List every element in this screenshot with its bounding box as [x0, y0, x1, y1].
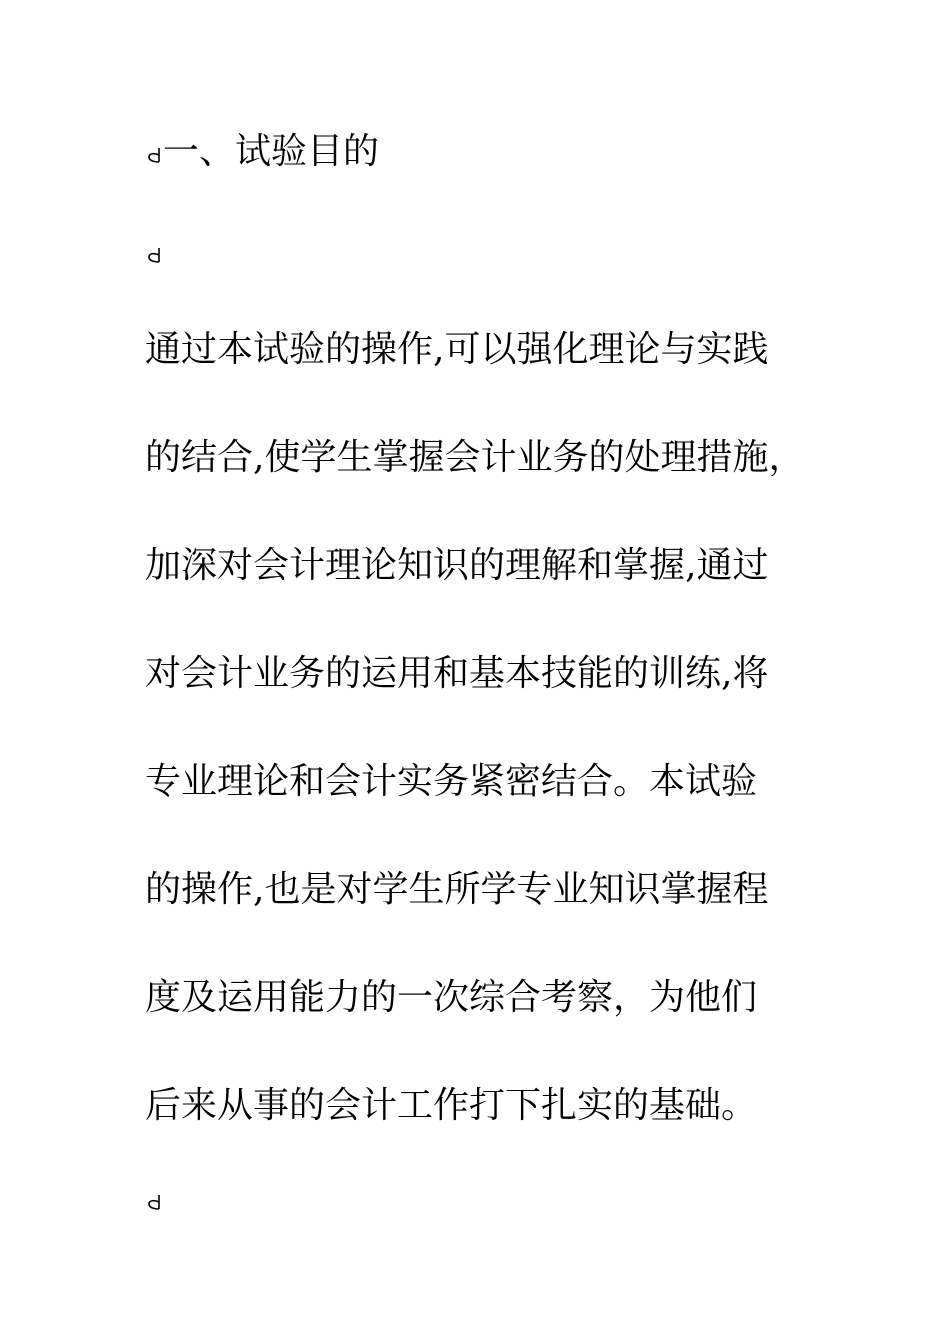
paragraph-mark-icon	[145, 145, 165, 165]
paragraph-line: 度及运用能力的一次综合考察，为他们	[145, 977, 758, 1018]
section-heading: 一、试验目的	[163, 131, 380, 172]
paragraph-line: 对会计业务的运用和基本技能的训练,将	[145, 653, 769, 694]
paragraph-line: 的操作,也是对学生所学专业知识掌握程	[145, 869, 769, 910]
paragraph-line: 加深对会计理论知识的理解和掌握,通过	[145, 545, 769, 586]
paragraph-mark-icon	[145, 1192, 165, 1212]
paragraph-mark-icon	[145, 245, 165, 265]
paragraph-line: 的结合,使学生掌握会计业务的处理措施，	[145, 437, 805, 478]
paragraph-line: 后来从事的会计工作打下扎实的基础。	[145, 1085, 758, 1126]
paragraph-line: 通过本试验的操作,可以强化理论与实践	[145, 329, 769, 370]
paragraph-line: 专业理论和会计实务紧密结合。本试验	[145, 761, 758, 802]
